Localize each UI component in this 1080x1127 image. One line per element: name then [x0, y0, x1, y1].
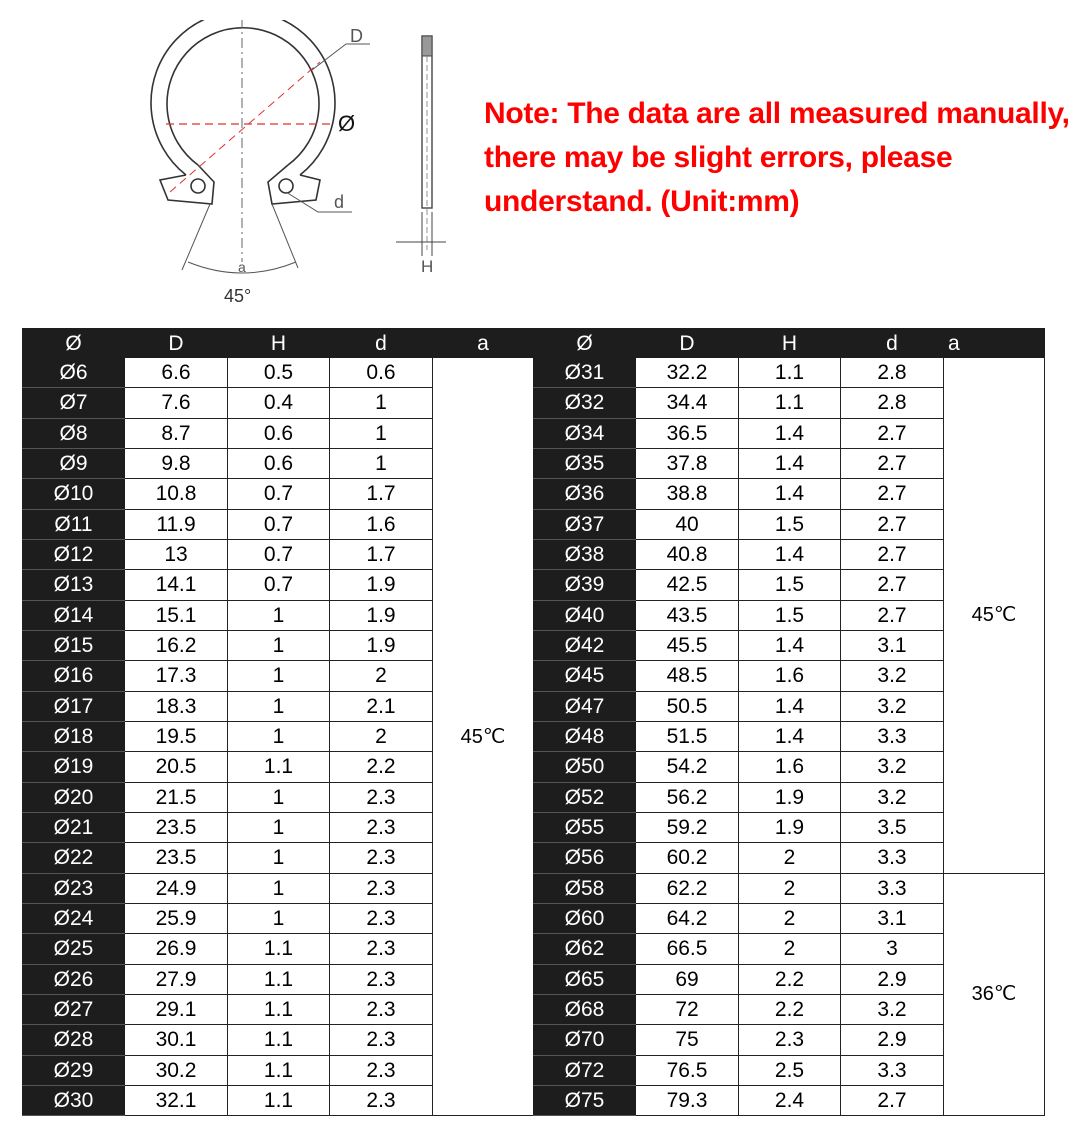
cell-d: 1.9	[330, 570, 433, 600]
cell-size: Ø11	[23, 509, 125, 539]
header-H: H	[228, 329, 330, 358]
cell-size: Ø17	[23, 691, 125, 721]
cell-size: Ø23	[23, 873, 125, 903]
cell-H: 1	[228, 812, 330, 842]
cell-d: 1.7	[330, 479, 433, 509]
cell-D: 64.2	[636, 903, 739, 933]
cell-D: 9.8	[125, 448, 228, 478]
cell-D: 54.2	[636, 752, 739, 782]
cell-D: 51.5	[636, 721, 739, 751]
cell-d: 3.3	[841, 721, 944, 751]
cell-D: 25.9	[125, 903, 228, 933]
cell-size: Ø24	[23, 903, 125, 933]
cell-d: 2.3	[330, 934, 433, 964]
cell-H: 1.1	[228, 1085, 330, 1115]
cell-D: 23.5	[125, 843, 228, 873]
cell-D: 30.2	[125, 1055, 228, 1085]
header-D: D	[125, 329, 228, 358]
cell-D: 37.8	[636, 448, 739, 478]
cell-H: 1.5	[739, 509, 841, 539]
cell-d: 3.2	[841, 782, 944, 812]
label-phi: Ø	[338, 111, 356, 136]
spec-table-right	[533, 328, 1045, 1116]
note-line-2: there may be slight errors, please	[484, 141, 953, 174]
cell-size: Ø19	[23, 752, 125, 782]
cell-d: 2.3	[330, 843, 433, 873]
cell-size: Ø70	[534, 1025, 636, 1055]
cell-d: 1.6	[330, 509, 433, 539]
cell-H: 1.9	[739, 812, 841, 842]
cell-H: 1.1	[739, 358, 841, 388]
cell-D: 42.5	[636, 570, 739, 600]
label-a: a	[238, 259, 246, 275]
cell-size: Ø20	[23, 782, 125, 812]
cell-H: 2	[739, 843, 841, 873]
cell-size: Ø58	[534, 873, 636, 903]
cell-H: 1.1	[228, 964, 330, 994]
cell-D: 17.3	[125, 661, 228, 691]
cell-H: 2.4	[739, 1085, 841, 1115]
cell-size: Ø60	[534, 903, 636, 933]
cell-size: Ø42	[534, 630, 636, 660]
cell-d: 2.7	[841, 509, 944, 539]
header-D: D	[636, 329, 739, 358]
cell-size: Ø32	[534, 388, 636, 418]
cell-size: Ø45	[534, 661, 636, 691]
cell-H: 0.4	[228, 388, 330, 418]
cell-d: 3.2	[841, 994, 944, 1024]
cell-size: Ø13	[23, 570, 125, 600]
cell-D: 62.2	[636, 873, 739, 903]
cell-H: 1.4	[739, 418, 841, 448]
note-line-3: understand. (Unit:mm)	[484, 185, 800, 218]
cell-d: 2.3	[330, 1025, 433, 1055]
cell-D: 19.5	[125, 721, 228, 751]
cell-D: 50.5	[636, 691, 739, 721]
cell-size: Ø28	[23, 1025, 125, 1055]
header-d: d	[841, 329, 944, 358]
cell-H: 1.4	[739, 630, 841, 660]
cell-H: 0.7	[228, 570, 330, 600]
cell-H: 2.2	[739, 994, 841, 1024]
cell-D: 40.8	[636, 539, 739, 569]
cell-size: Ø35	[534, 448, 636, 478]
cell-D: 72	[636, 994, 739, 1024]
cell-d: 3.3	[841, 873, 944, 903]
cell-H: 0.6	[228, 418, 330, 448]
cell-D: 10.8	[125, 479, 228, 509]
cell-D: 15.1	[125, 600, 228, 630]
cell-H: 1.5	[739, 570, 841, 600]
cell-H: 1.5	[739, 600, 841, 630]
cell-d: 1	[330, 448, 433, 478]
cell-D: 60.2	[636, 843, 739, 873]
cell-D: 21.5	[125, 782, 228, 812]
cell-H: 1	[228, 630, 330, 660]
cell-size: Ø21	[23, 812, 125, 842]
header-a: a	[433, 329, 534, 358]
cell-D: 30.1	[125, 1025, 228, 1055]
cell-size: Ø16	[23, 661, 125, 691]
cell-size: Ø31	[534, 358, 636, 388]
cell-D: 56.2	[636, 782, 739, 812]
cell-H: 2.5	[739, 1055, 841, 1085]
cell-D: 23.5	[125, 812, 228, 842]
cell-size: Ø75	[534, 1085, 636, 1115]
cell-d: 2.3	[330, 1055, 433, 1085]
cell-size: Ø25	[23, 934, 125, 964]
cell-d: 1.7	[330, 539, 433, 569]
cell-size: Ø56	[534, 843, 636, 873]
cell-H: 1.1	[739, 388, 841, 418]
cell-d: 2.8	[841, 358, 944, 388]
cell-H: 1.1	[228, 934, 330, 964]
cell-H: 0.7	[228, 509, 330, 539]
cell-H: 1.4	[739, 539, 841, 569]
cell-size: Ø37	[534, 509, 636, 539]
cell-H: 1	[228, 903, 330, 933]
cell-D: 59.2	[636, 812, 739, 842]
spec-table-left	[22, 328, 534, 1116]
cell-size: Ø65	[534, 964, 636, 994]
cell-size: Ø48	[534, 721, 636, 751]
cell-size: Ø7	[23, 388, 125, 418]
header-phi: Ø	[534, 329, 636, 358]
cell-size: Ø36	[534, 479, 636, 509]
cell-d: 2	[330, 721, 433, 751]
cell-H: 1	[228, 873, 330, 903]
cell-d: 2.3	[330, 782, 433, 812]
cell-d: 2.7	[841, 448, 944, 478]
cell-d: 2.3	[330, 994, 433, 1024]
table-row	[23, 358, 534, 388]
cell-H: 0.5	[228, 358, 330, 388]
cell-d: 2.9	[841, 964, 944, 994]
cell-D: 38.8	[636, 479, 739, 509]
table-row	[534, 873, 1045, 903]
cell-size: Ø62	[534, 934, 636, 964]
header-a: a	[944, 329, 1045, 358]
cell-d: 1.9	[330, 600, 433, 630]
cell-H: 0.6	[228, 448, 330, 478]
cell-H: 1.4	[739, 721, 841, 751]
header-phi: Ø	[23, 329, 125, 358]
cell-D: 27.9	[125, 964, 228, 994]
cell-H: 2.3	[739, 1025, 841, 1055]
cell-D: 69	[636, 964, 739, 994]
cell-H: 1.4	[739, 691, 841, 721]
cell-D: 18.3	[125, 691, 228, 721]
cell-size: Ø50	[534, 752, 636, 782]
cell-d: 2.3	[330, 903, 433, 933]
cell-d: 2.3	[330, 1085, 433, 1115]
cell-d: 2.7	[841, 600, 944, 630]
cell-d: 2.2	[330, 752, 433, 782]
cell-D: 75	[636, 1025, 739, 1055]
cell-D: 43.5	[636, 600, 739, 630]
cell-size: Ø38	[534, 539, 636, 569]
cell-D: 16.2	[125, 630, 228, 660]
cell-D: 14.1	[125, 570, 228, 600]
cell-d: 2.1	[330, 691, 433, 721]
cell-H: 1.6	[739, 752, 841, 782]
cell-H: 1.6	[739, 661, 841, 691]
cell-D: 40	[636, 509, 739, 539]
cell-d: 3	[841, 934, 944, 964]
cell-H: 1	[228, 782, 330, 812]
cell-size: Ø22	[23, 843, 125, 873]
table-header-row	[534, 329, 1045, 358]
cell-H: 1.9	[739, 782, 841, 812]
cell-D: 11.9	[125, 509, 228, 539]
cell-H: 1	[228, 600, 330, 630]
cell-size: Ø14	[23, 600, 125, 630]
measurement-note	[484, 92, 1074, 224]
cell-size: Ø6	[23, 358, 125, 388]
cell-d: 3.2	[841, 661, 944, 691]
cell-size: Ø72	[534, 1055, 636, 1085]
cell-D: 79.3	[636, 1085, 739, 1115]
cell-D: 32.2	[636, 358, 739, 388]
table-header-row	[23, 329, 534, 358]
cell-D: 26.9	[125, 934, 228, 964]
cell-size: Ø26	[23, 964, 125, 994]
cell-H: 2	[739, 903, 841, 933]
label-angle: 45°	[224, 286, 252, 306]
cell-d: 3.2	[841, 691, 944, 721]
header-d: d	[330, 329, 433, 358]
table-row	[534, 358, 1045, 388]
label-D: D	[350, 26, 363, 46]
cell-size: Ø68	[534, 994, 636, 1024]
label-H: H	[421, 257, 434, 276]
cell-H: 1.1	[228, 752, 330, 782]
cell-angle: 36℃	[944, 873, 1045, 1116]
cell-H: 1	[228, 661, 330, 691]
cell-D: 20.5	[125, 752, 228, 782]
cell-H: 1.1	[228, 994, 330, 1024]
note-line-1: Note: The data are all measured manually,	[484, 97, 1070, 130]
cell-d: 2.8	[841, 388, 944, 418]
cell-d: 2.9	[841, 1025, 944, 1055]
header-H: H	[739, 329, 841, 358]
cell-H: 1	[228, 691, 330, 721]
cell-H: 1.1	[228, 1055, 330, 1085]
cell-size: Ø34	[534, 418, 636, 448]
cell-H: 2.2	[739, 964, 841, 994]
cell-size: Ø18	[23, 721, 125, 751]
cell-d: 1	[330, 418, 433, 448]
cell-d: 2.7	[841, 479, 944, 509]
cell-d: 2.3	[330, 873, 433, 903]
cell-size: Ø29	[23, 1055, 125, 1085]
cell-size: Ø10	[23, 479, 125, 509]
cell-angle: 45℃	[944, 358, 1045, 874]
cell-size: Ø30	[23, 1085, 125, 1115]
cell-D: 13	[125, 539, 228, 569]
cell-d: 3.2	[841, 752, 944, 782]
cell-size: Ø15	[23, 630, 125, 660]
cell-d: 2.7	[841, 418, 944, 448]
cell-H: 1.1	[228, 1025, 330, 1055]
cell-d: 3.1	[841, 903, 944, 933]
cell-H: 1	[228, 843, 330, 873]
cell-d: 2.3	[330, 964, 433, 994]
cell-D: 29.1	[125, 994, 228, 1024]
cell-size: Ø27	[23, 994, 125, 1024]
cell-d: 3.3	[841, 843, 944, 873]
cell-D: 36.5	[636, 418, 739, 448]
cell-D: 32.1	[125, 1085, 228, 1115]
cell-d: 3.3	[841, 1055, 944, 1085]
cell-size: Ø52	[534, 782, 636, 812]
cell-d: 0.6	[330, 358, 433, 388]
cell-H: 2	[739, 873, 841, 903]
label-d: d	[334, 192, 345, 212]
cell-d: 1.9	[330, 630, 433, 660]
cell-D: 8.7	[125, 418, 228, 448]
cell-d: 2.3	[330, 812, 433, 842]
cell-d: 1	[330, 388, 433, 418]
cell-d: 2	[330, 661, 433, 691]
cell-D: 76.5	[636, 1055, 739, 1085]
cell-angle: 45℃	[433, 358, 534, 1116]
cell-H: 0.7	[228, 479, 330, 509]
cell-size: Ø55	[534, 812, 636, 842]
cell-D: 45.5	[636, 630, 739, 660]
cell-size: Ø40	[534, 600, 636, 630]
cell-D: 34.4	[636, 388, 739, 418]
cell-size: Ø9	[23, 448, 125, 478]
cell-H: 1	[228, 721, 330, 751]
cell-H: 2	[739, 934, 841, 964]
cell-D: 66.5	[636, 934, 739, 964]
cell-size: Ø8	[23, 418, 125, 448]
cell-d: 3.5	[841, 812, 944, 842]
cell-d: 2.7	[841, 570, 944, 600]
cell-D: 6.6	[125, 358, 228, 388]
cell-H: 1.4	[739, 448, 841, 478]
cell-D: 48.5	[636, 661, 739, 691]
cell-size: Ø47	[534, 691, 636, 721]
cell-d: 3.1	[841, 630, 944, 660]
cell-size: Ø12	[23, 539, 125, 569]
cell-size: Ø39	[534, 570, 636, 600]
cell-D: 7.6	[125, 388, 228, 418]
cell-H: 1.4	[739, 479, 841, 509]
circlip-diagram	[140, 20, 470, 320]
cell-d: 2.7	[841, 539, 944, 569]
cell-d: 2.7	[841, 1085, 944, 1115]
cell-H: 0.7	[228, 539, 330, 569]
cell-D: 24.9	[125, 873, 228, 903]
